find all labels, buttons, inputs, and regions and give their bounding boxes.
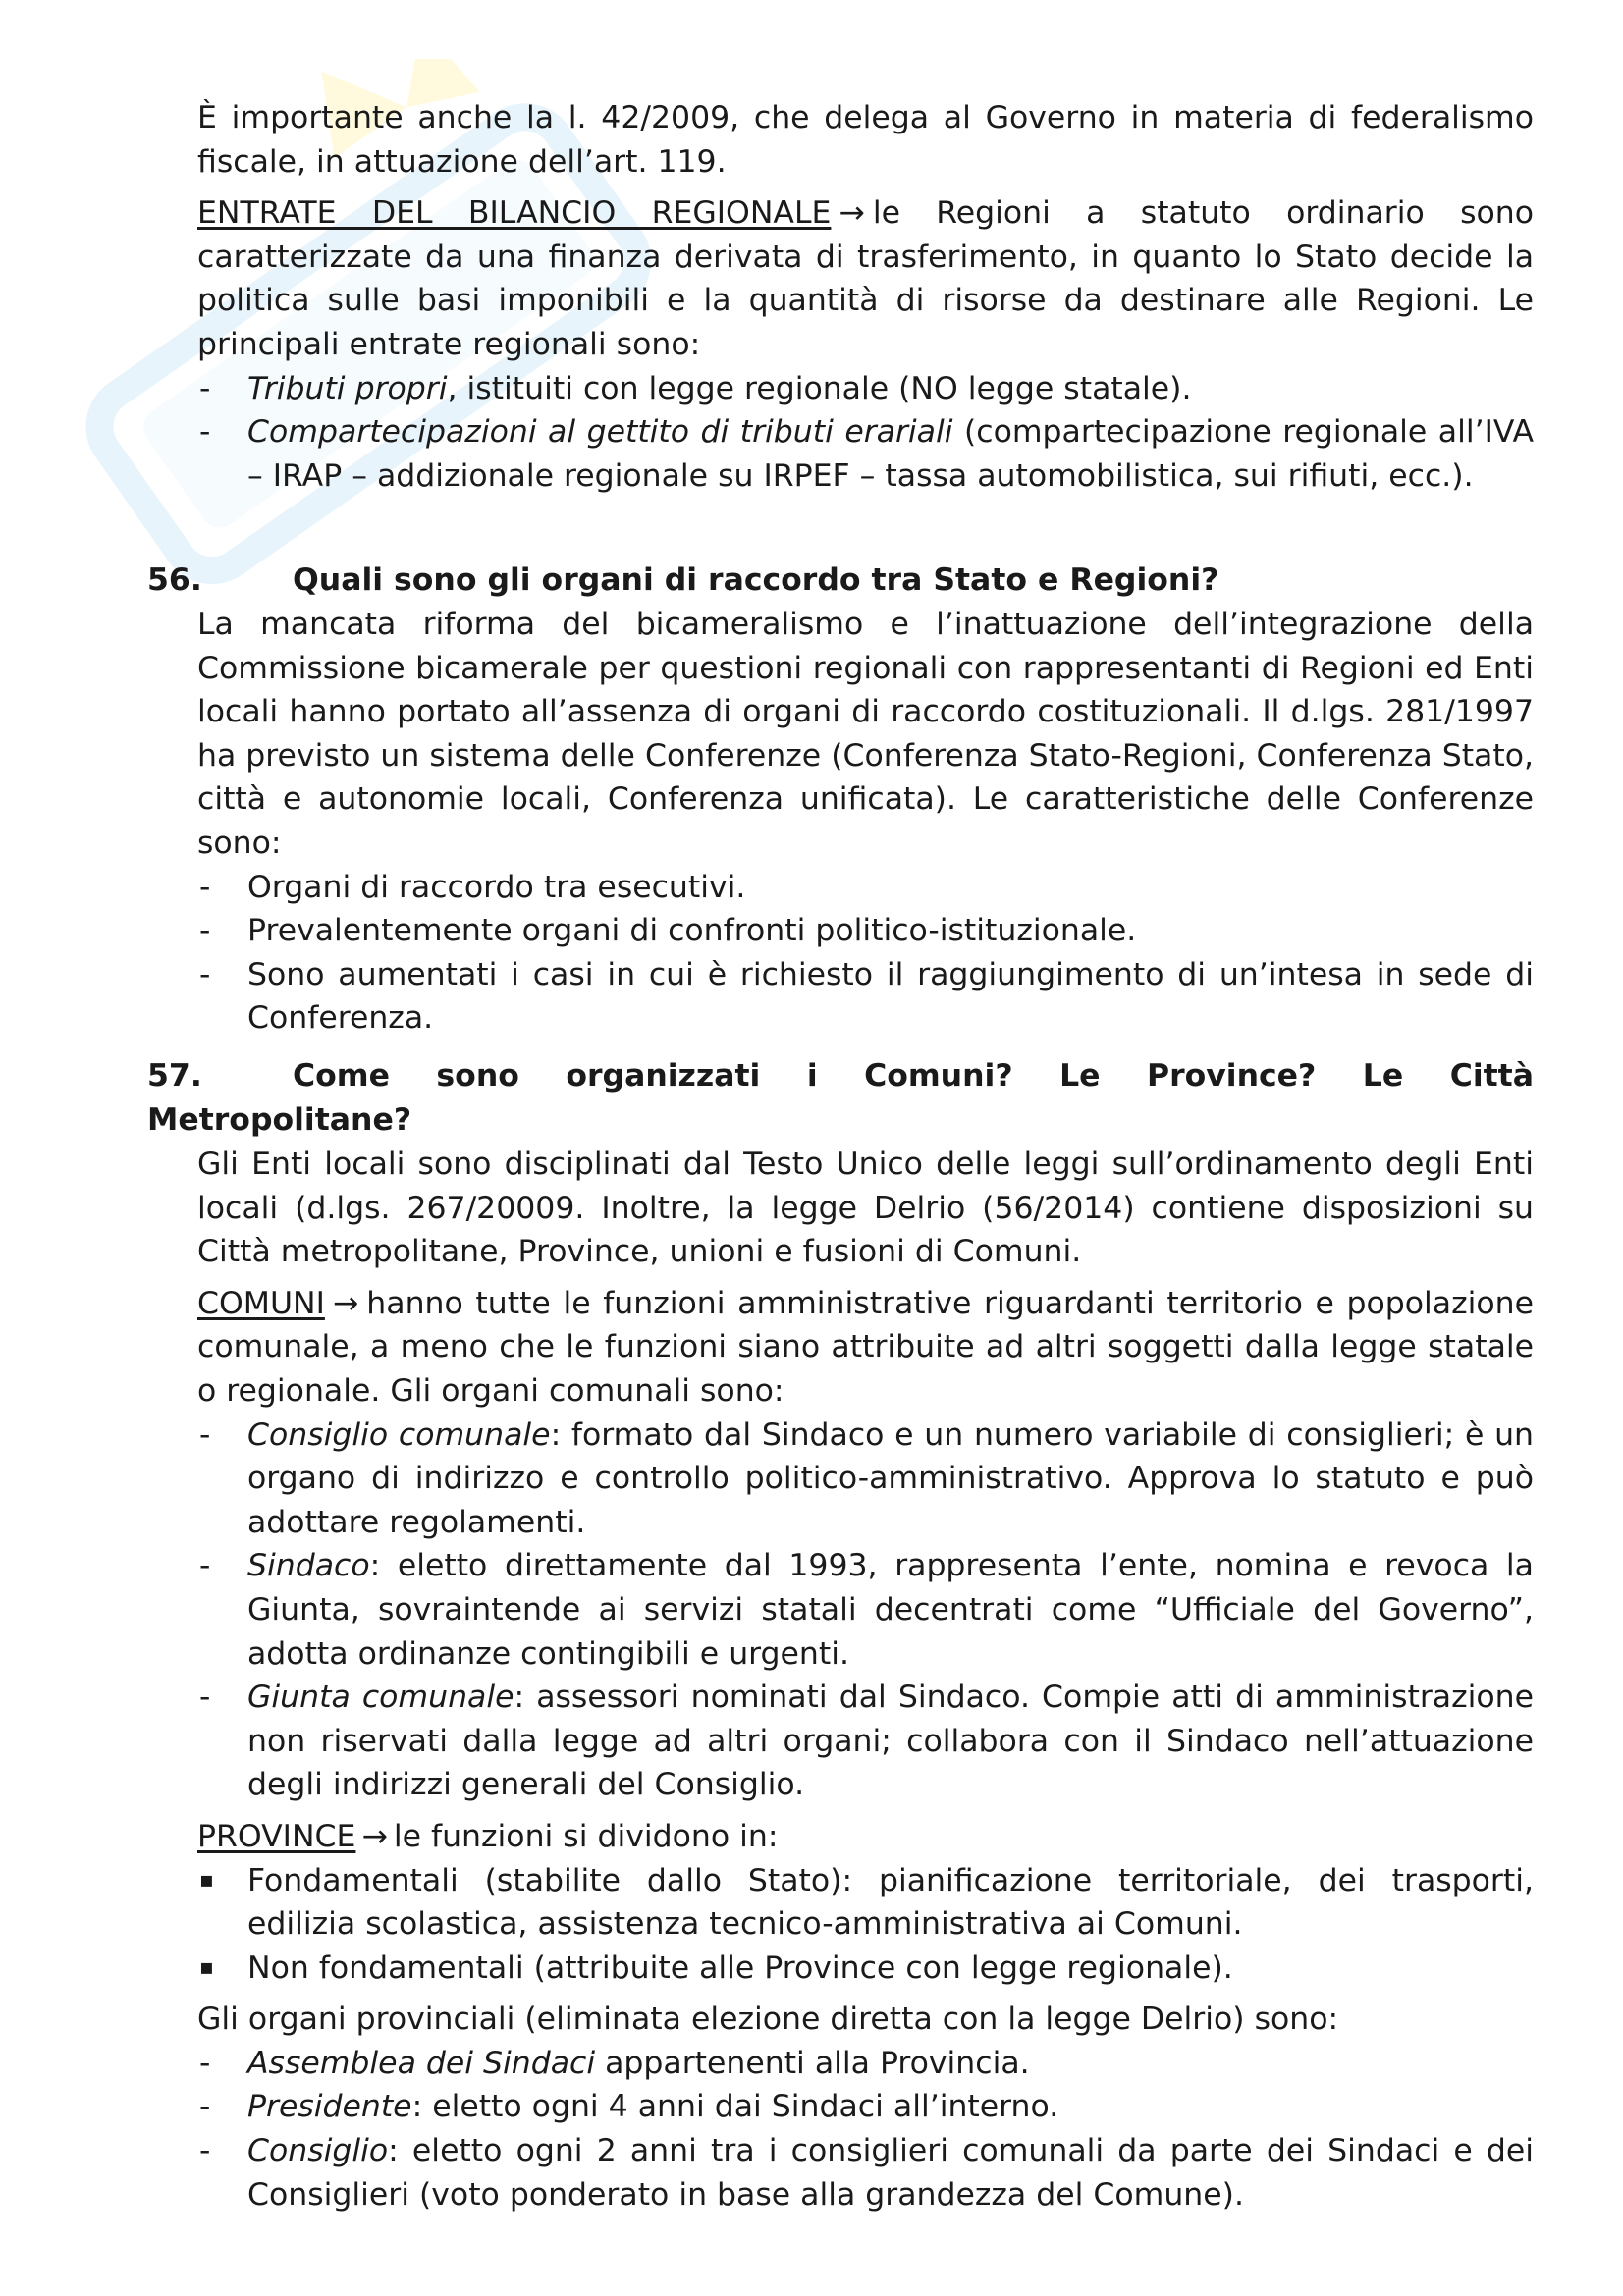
province-funzioni-list — [197, 1859, 1534, 1991]
entrate-text: le Regioni a statuto ordinario sono caratterizzate da una finanza derivata di trasferimento, in quanto lo Stato decide la politica sulle basi imponibili e la quantità di risorse da destinare alle Regioni. Le principali entrate regionali sono: — [197, 195, 1534, 362]
square-bullet-icon: ▪ — [199, 1954, 214, 1980]
list-item: - Consiglio: eletto ogni 2 anni tra i consiglieri comunali da parte dei Sindaci e dei Consiglieri (voto ponderato in base alla grandezza del Comune). — [197, 2129, 1534, 2216]
question-57-body — [197, 1143, 1534, 2216]
question-title: Come sono organizzati i Comuni? Le Province? Le Città Metropolitane? — [147, 1058, 1534, 1138]
list-item: - Consiglio comunale: formato dal Sindaco e un numero variabile di consiglieri; è un organo di indirizzo e controllo politico-amministrativo. Approva lo statuto e può adottare regolamenti. — [197, 1414, 1534, 1545]
conferenze-list — [197, 866, 1534, 1041]
list-item: - Giunta comunale: assessori nominati dal Sindaco. Compie atti di amministrazione non riservati dalla legge ad altri organi; collabora con il Sindaco nell’attuazione degli indirizzi generali del Consiglio. — [197, 1676, 1534, 1807]
question-57-heading — [147, 1054, 1534, 1142]
dash-marker: - — [199, 2089, 211, 2125]
question-56-heading — [147, 559, 1534, 603]
dash-marker: - — [199, 869, 211, 905]
dash-marker: - — [199, 1680, 211, 1716]
list-item: - Sindaco: eletto direttamente dal 1993, rappresenta l’ente, nomina e revoca la Giunta, sovraintende ai servizi statali decentrati come “Ufficiale del Governo”, adotta ordinanze contingibili e urgenti. — [197, 1544, 1534, 1676]
list-item: ▪ Non fondamentali (attribuite alle Province con legge regionale). — [197, 1947, 1534, 1991]
question-56-body — [197, 603, 1534, 1041]
list-item: - Assemblea dei Sindaci appartenenti alla Provincia. — [197, 2042, 1534, 2086]
dash-marker: - — [199, 1416, 211, 1453]
list-item: - Compartecipazioni al gettito di tributi erariali (compartecipazione regionale all’IVA – IRAP – addizionale regionale su IRPEF – tassa automobilistica, sui rifiuti, ecc.). — [197, 410, 1534, 498]
province-heading: PROVINCE — [197, 1818, 356, 1854]
question-number: 57. — [147, 1058, 202, 1094]
dash-marker: - — [199, 2045, 211, 2081]
entrate-list — [197, 367, 1534, 499]
province-paragraph — [197, 1815, 1534, 1859]
dash-marker: - — [199, 370, 211, 406]
question-title: Quali sono gli organi di raccordo tra Stato e Regioni? — [293, 562, 1219, 598]
entrate-paragraph — [197, 191, 1534, 366]
dash-marker: - — [199, 1548, 211, 1584]
province-text: le funzioni si dividono in: — [393, 1818, 779, 1854]
intro-paragraph: È importante anche la l. 42/2009, che delega al Governo in materia di federalismo fiscale, in attuazione dell’art. 119. — [197, 100, 1534, 180]
intro-section — [197, 96, 1534, 498]
dash-marker: - — [199, 2133, 211, 2169]
arrow-icon: → — [839, 195, 865, 232]
dash-marker: - — [199, 414, 211, 451]
q56-paragraph: La mancata riforma del bicameralismo e l’inattuazione dell’integrazione della Commissione bicamerale per questioni regionali con rappresentanti di Regioni ed Enti locali hanno portato all’assenza di organi di raccordo costituzionali. Il d.lgs. 281/1997 ha previsto un sistema delle Conferenze (Conferenza Stato-Regioni, Conferenza Stato, città e autonomie locali, Conferenza unificata). Le caratteristiche delle Conferenze sono: — [197, 607, 1534, 861]
question-number: 56. — [147, 562, 202, 598]
arrow-icon: → — [361, 1818, 388, 1854]
dash-marker: - — [199, 913, 211, 949]
dash-marker: - — [199, 956, 211, 992]
list-item: - Sono aumentati i casi in cui è richiesto il raggiungimento di un’intesa in sede di Conferenza. — [197, 953, 1534, 1041]
comuni-text: hanno tutte le funzioni amministrative riguardanti territorio e popolazione comunale, a meno che le funzioni siano attribuite ad altri soggetti dalla legge statale o regionale. Gli organi comunali sono: — [197, 1285, 1534, 1409]
province-organi-list — [197, 2042, 1534, 2216]
comuni-paragraph — [197, 1282, 1534, 1414]
arrow-icon: → — [332, 1285, 359, 1321]
list-item: - Presidente: eletto ogni 4 anni dai Sindaci all’interno. — [197, 2085, 1534, 2129]
comuni-heading: COMUNI — [197, 1285, 325, 1321]
square-bullet-icon: ▪ — [199, 1867, 214, 1893]
organi-provinciali-paragraph: Gli organi provinciali (eliminata elezione diretta con la legge Delrio) sono: — [197, 2002, 1339, 2038]
list-item: - Organi di raccordo tra esecutivi. — [197, 866, 1534, 910]
list-item: - Tributi propri, istituiti con legge regionale (NO legge statale). — [197, 367, 1534, 411]
list-item: - Prevalentemente organi di confronti politico-istituzionale. — [197, 909, 1534, 953]
entrate-heading: ENTRATE DEL BILANCIO REGIONALE — [197, 195, 832, 232]
q57-paragraph: Gli Enti locali sono disciplinati dal Testo Unico delle leggi sull’ordinamento degli Enti locali (d.lgs. 267/20009. Inoltre, la legge Delrio (56/2014) contiene disposizioni su Città metropolitane, Province, unioni e fusioni di Comuni. — [197, 1147, 1534, 1270]
comuni-list — [197, 1414, 1534, 1807]
list-item: ▪ Fondamentali (stabilite dallo Stato): pianificazione territoriale, dei trasporti, edilizia scolastica, assistenza tecnico-amministrativa ai Comuni. — [197, 1859, 1534, 1947]
